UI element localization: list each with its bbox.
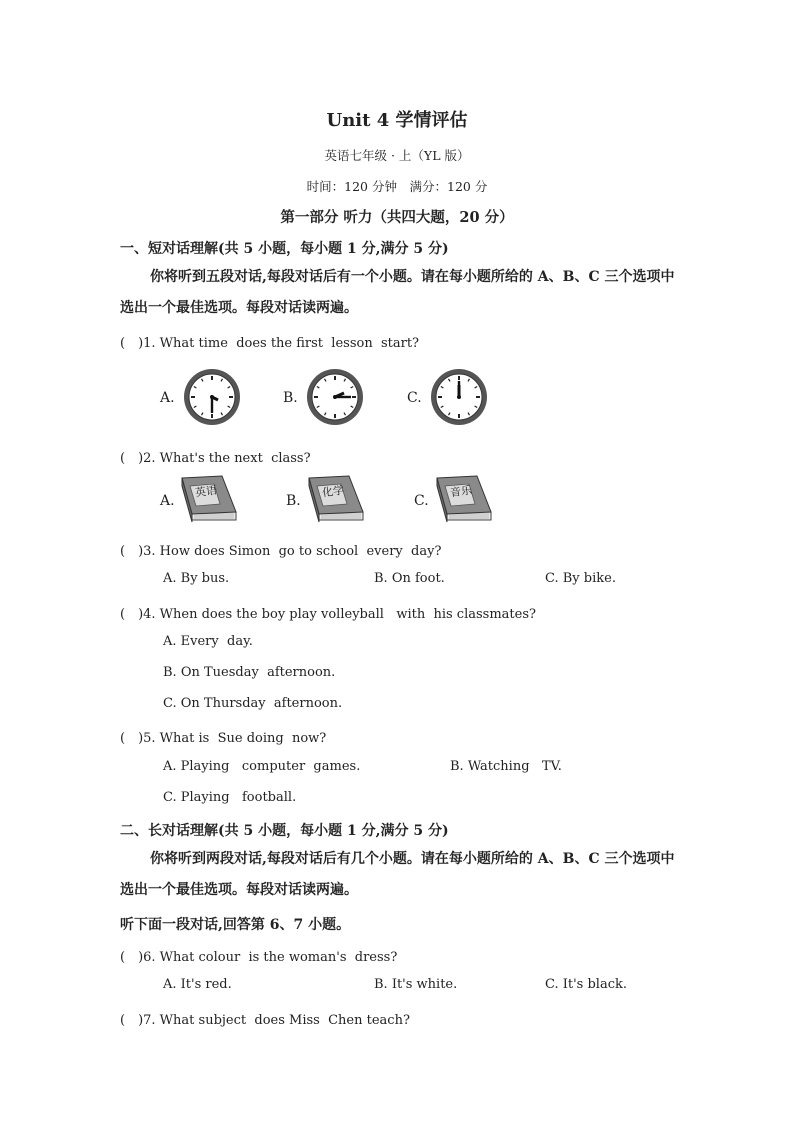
q2-option-a-label: A. <box>160 493 175 509</box>
book-icon <box>433 474 493 526</box>
book-icon <box>178 474 238 526</box>
q6-option-a: A. It's red. <box>163 977 232 992</box>
q4-option-b: B. On Tuesday afternoon. <box>163 665 336 680</box>
time-and-score: 时间：120 分钟 满分：120 分 <box>306 179 488 194</box>
page-title: Unit 4 学情评估 <box>326 110 468 131</box>
section-1-instruction: 你将听到五段对话,每段对话后有一个小题。请在每小题所给的 A、B、C 三个选项中选出一个最佳选项。每段对话读两遍。 <box>120 269 675 316</box>
question-6: ( )6. What colour is the woman's dress? <box>120 950 398 965</box>
q6-option-c: C. It's black. <box>545 977 628 992</box>
page-subtitle: 英语七年级 · 上（YL 版） <box>324 148 470 163</box>
part-one-heading: 第一部分 听力（共四大题，20 分） <box>280 209 514 226</box>
q4-option-a: A. Every day. <box>163 634 253 649</box>
question-5: ( )5. What is Sue doing now? <box>120 731 327 746</box>
section-2-subheading: 听下面一段对话,回答第 6、7 小题。 <box>120 917 351 933</box>
q3-option-a: A. By bus. <box>163 571 230 586</box>
clock-icon <box>305 367 365 427</box>
book-cover-label: 音乐 <box>449 483 473 500</box>
question-4: ( )4. When does the boy play volleyball with his classmates? <box>120 607 536 622</box>
q2-option-b-label: B. <box>286 493 301 509</box>
q5-option-a: A. Playing computer games. <box>163 759 361 774</box>
q1-option-b-label: B. <box>283 390 298 406</box>
q5-option-b: B. Watching TV. <box>450 759 562 774</box>
q3-option-b: B. On foot. <box>374 571 445 586</box>
section-1-heading: 一、短对话理解(共 5 小题，每小题 1 分,满分 5 分) <box>120 241 449 257</box>
q4-option-c: C. On Thursday afternoon. <box>163 696 343 711</box>
section-2-heading: 二、长对话理解(共 5 小题，每小题 1 分,满分 5 分) <box>120 823 449 839</box>
q5-option-c: C. Playing football. <box>163 790 297 805</box>
q2-option-c-label: C. <box>414 493 429 509</box>
clock-icon <box>182 367 242 427</box>
q6-option-b: B. It's white. <box>374 977 458 992</box>
book-cover-label: 英语 <box>194 483 218 500</box>
book-icon <box>305 474 365 526</box>
question-3: ( )3. How does Simon go to school every day? <box>120 544 442 559</box>
question-7: ( )7. What subject does Miss Chen teach? <box>120 1013 410 1028</box>
question-2: ( )2. What's the next class? <box>120 451 311 466</box>
question-1: ( )1. What time does the first lesson start? <box>120 336 420 351</box>
q3-option-c: C. By bike. <box>545 571 616 586</box>
book-cover-label: 化学 <box>321 483 345 500</box>
q1-option-a-label: A. <box>160 390 175 406</box>
q1-option-c-label: C. <box>407 390 422 406</box>
section-2-instruction: 你将听到两段对话,每段对话后有几个小题。请在每小题所给的 A、B、C 三个选项中选出一个最佳选项。每段对话读两遍。 <box>120 851 675 898</box>
clock-icon <box>429 367 489 427</box>
